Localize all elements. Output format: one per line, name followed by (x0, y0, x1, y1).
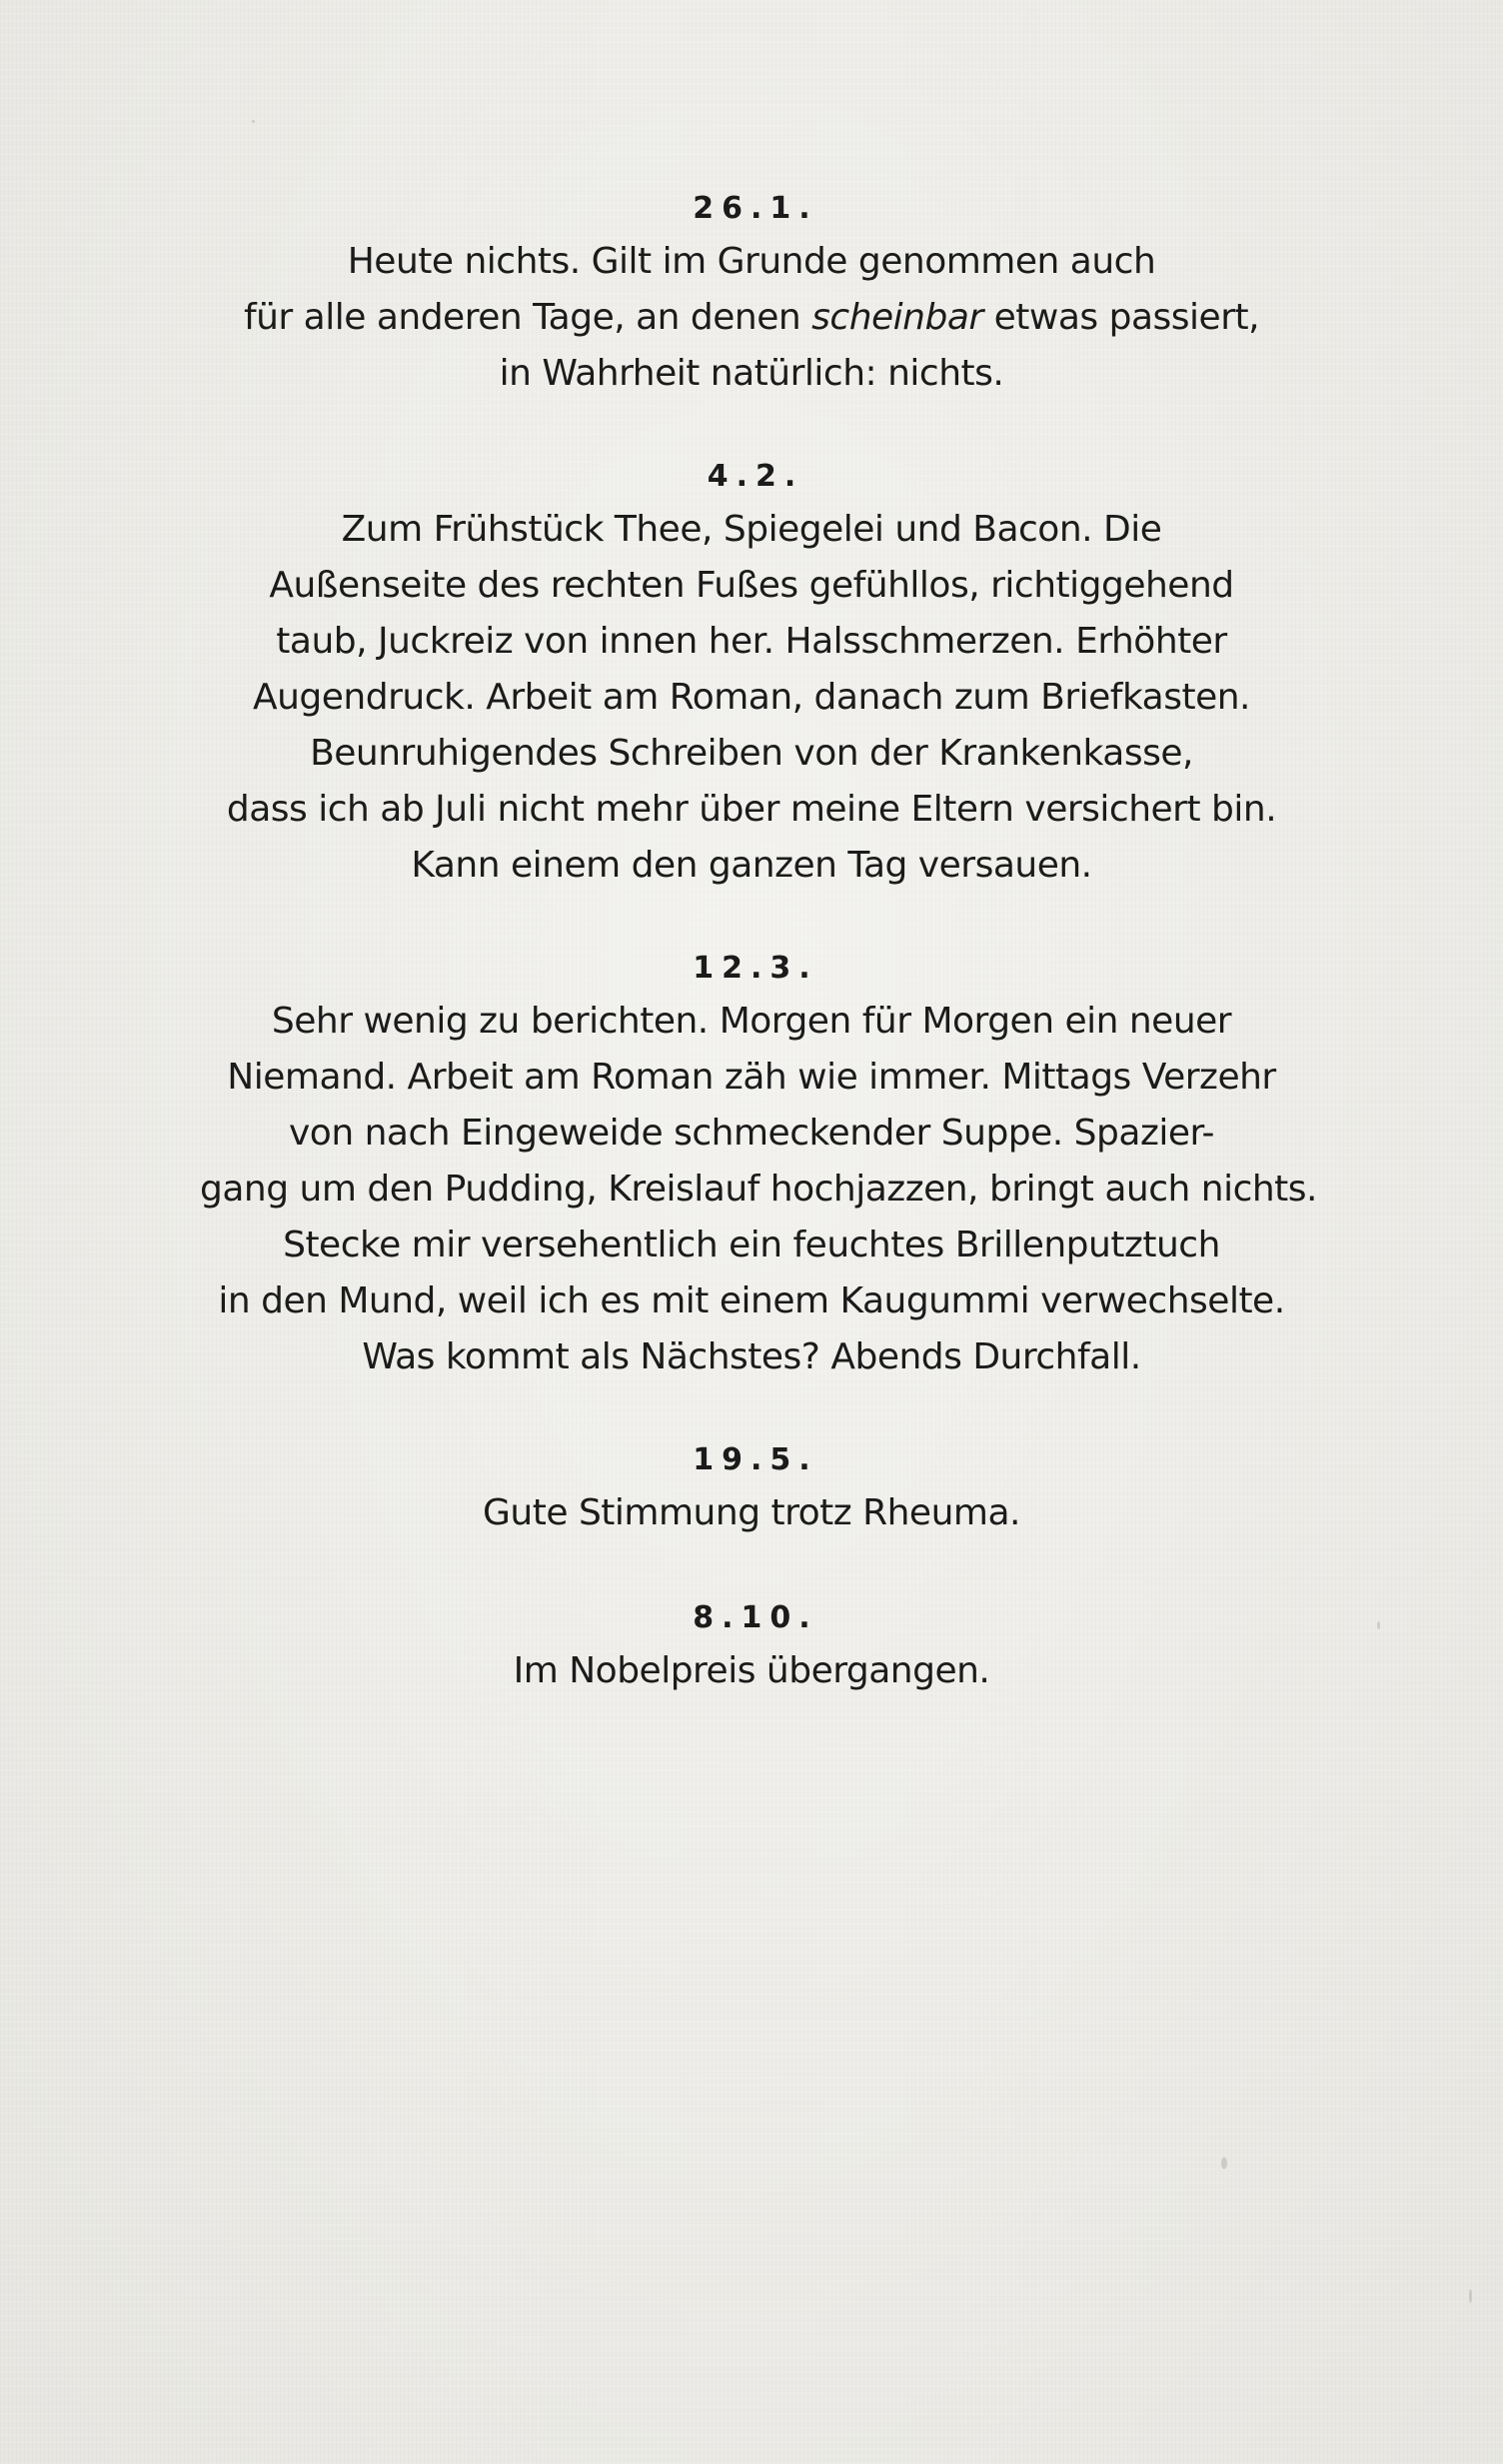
diary-entry (200, 458, 1303, 894)
entry-line: für alle anderen Tage, an denen scheinbar etwas passiert, (243, 297, 1260, 338)
emphasized-word: scheinbar (811, 297, 983, 338)
entry-line: Gute Stimmung trotz Rheuma. (483, 1492, 1020, 1533)
entry-line: in Wahrheit natürlich: nichts. (499, 353, 1004, 394)
entry-line: dass ich ab Juli nicht mehr über meine Eltern versichert bin. (226, 789, 1277, 830)
entry-line: gang um den Pudding, Kreislauf hochjazzen, bringt auch nichts. (200, 1169, 1317, 1210)
entry-line: Niemand. Arbeit am Roman zäh wie immer. Mittags Verzehr (227, 1057, 1276, 1098)
diary-entry (200, 190, 1303, 402)
entry-date: 8.10. (693, 1600, 818, 1635)
diary-entry (200, 950, 1317, 1385)
paper-fleck (1377, 1621, 1380, 1629)
entry-date: 12.3. (693, 951, 818, 986)
entry-line: Kann einem den ganzen Tag versauen. (411, 845, 1092, 886)
paper-fleck (252, 120, 255, 123)
entry-line: Zum Frühstück Thee, Spiegelei und Bacon. Die (341, 509, 1162, 550)
diary-page (200, 190, 1317, 1757)
entry-line: Beunruhigendes Schreiben von der Krankenkasse, (310, 733, 1193, 774)
entry-line: taub, Juckreiz von innen her. Halsschmerzen. Erhöhter (276, 621, 1227, 662)
paper-fleck (1469, 2289, 1472, 2303)
entry-date: 19.5. (693, 1442, 818, 1477)
entry-line: Augendruck. Arbeit am Roman, danach zum Briefkasten. (252, 677, 1250, 718)
diary-entry (200, 1441, 1303, 1541)
entry-line: Stecke mir versehentlich ein feuchtes Brillenputztuch (283, 1225, 1220, 1265)
diary-entry (200, 1599, 1303, 1699)
entry-line: Was kommt als Nächstes? Abends Durchfall. (362, 1336, 1141, 1377)
paper-fleck (1221, 2157, 1227, 2169)
entry-line: Heute nichts. Gilt im Grunde genommen auch (347, 241, 1156, 282)
entry-line: Sehr wenig zu berichten. Morgen für Morgen ein neuer (271, 1001, 1232, 1042)
entry-date: 26.1. (693, 191, 818, 226)
entry-line: von nach Eingeweide schmeckender Suppe. Spazier- (289, 1113, 1214, 1154)
entry-line: Im Nobelpreis übergangen. (513, 1650, 990, 1691)
entry-date: 4.2. (707, 459, 804, 494)
entry-line: in den Mund, weil ich es mit einem Kaugummi verwechselte. (218, 1280, 1285, 1321)
entry-line: Außenseite des rechten Fußes gefühllos, richtiggehend (269, 565, 1234, 606)
